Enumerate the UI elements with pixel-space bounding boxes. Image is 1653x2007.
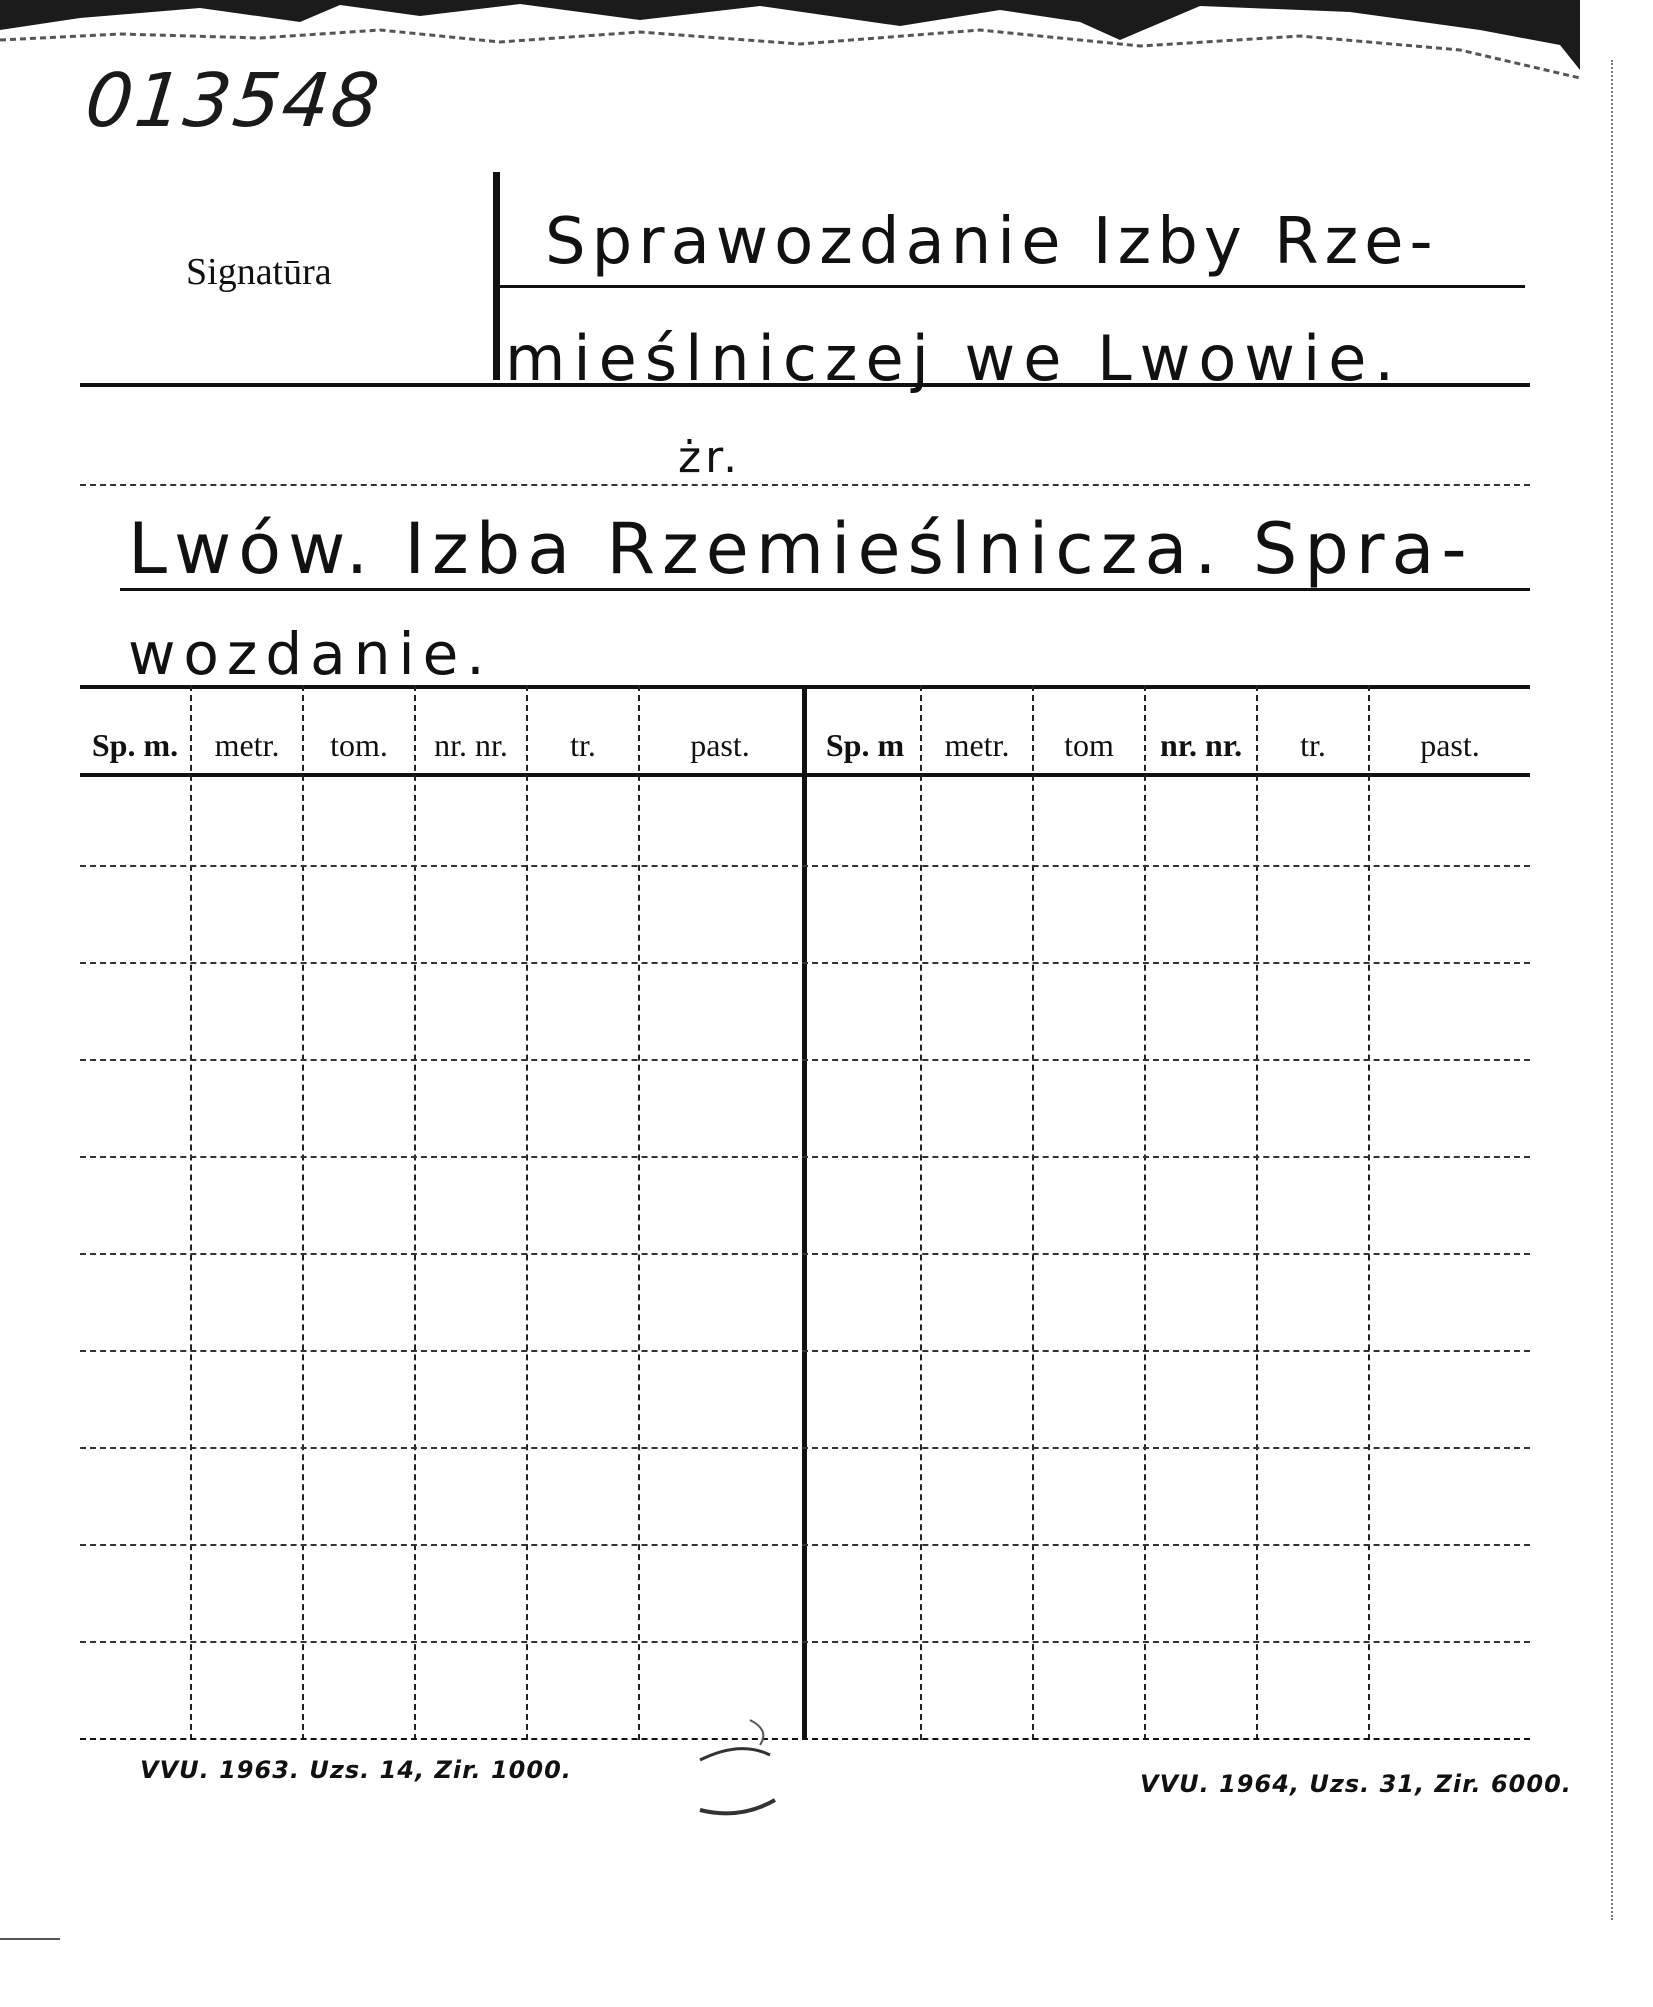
header-nrnr-left: nr. nr.	[434, 727, 508, 763]
header-sp-m-left: Sp. m.	[91, 727, 179, 763]
col-divider	[1144, 685, 1146, 1740]
card-number: 013548	[81, 58, 386, 144]
signatura-rule	[80, 383, 1530, 387]
col-divider	[1256, 685, 1258, 1740]
card-right-edge	[1601, 60, 1613, 1920]
row-rule	[80, 865, 1530, 867]
title-line-1: Sprawozdanie Izby Rze-	[545, 205, 1439, 279]
col-divider	[414, 685, 416, 1740]
signatura-divider	[493, 172, 500, 380]
col-divider	[1032, 685, 1034, 1740]
title-line-2: mieślniczej we Lwowie.	[505, 322, 1403, 395]
header-tom-right: tom	[1064, 727, 1114, 763]
col-divider	[638, 685, 640, 1740]
row-rule	[80, 1447, 1530, 1449]
col-divider	[526, 685, 528, 1740]
header-nrnr-right: nr. nr.	[1159, 727, 1243, 763]
row-rule	[80, 1641, 1530, 1643]
title-underline-1	[500, 285, 1525, 288]
header-tr-left: tr.	[570, 727, 596, 763]
print-stamp-left: VVU. 1963. Uzs. 14, Zir. 1000.	[140, 1756, 572, 1784]
subject-underline-1	[120, 588, 1530, 591]
header-sp-m-right: Sp. m	[825, 727, 905, 763]
cross-reference: żr.	[678, 432, 742, 483]
row-rule	[80, 1253, 1530, 1255]
left-margin-tick	[0, 1938, 60, 1940]
rule-3	[80, 484, 1530, 486]
print-stamp-right: VVU. 1964, Uzs. 31, Zir. 6000.	[1140, 1770, 1572, 1798]
col-divider	[302, 685, 304, 1740]
header-tom-left: tom.	[330, 727, 388, 763]
table-center-divider	[802, 685, 807, 1740]
row-rule	[80, 962, 1530, 964]
header-metr-left: metr.	[214, 727, 280, 763]
subject-line-2: wozdanie.	[128, 620, 493, 688]
signatura-label: Signatūra	[186, 251, 332, 293]
holdings-table	[80, 685, 1530, 1735]
col-divider	[1368, 685, 1370, 1740]
row-rule	[80, 1350, 1530, 1352]
row-rule	[80, 1059, 1530, 1061]
table-bottom-rule	[80, 1738, 1530, 1740]
row-rule	[80, 1156, 1530, 1158]
header-past-right: past.	[1420, 727, 1480, 763]
pencil-mark	[680, 1700, 800, 1830]
col-divider	[920, 685, 922, 1740]
header-tr-right: tr.	[1300, 727, 1326, 763]
row-rule	[80, 1544, 1530, 1546]
header-past-left: past.	[690, 727, 750, 763]
header-metr-right: metr.	[944, 727, 1010, 763]
col-divider	[190, 685, 192, 1740]
subject-line-1: Lwów. Izba Rzemieślnicza. Spra-	[128, 508, 1474, 590]
